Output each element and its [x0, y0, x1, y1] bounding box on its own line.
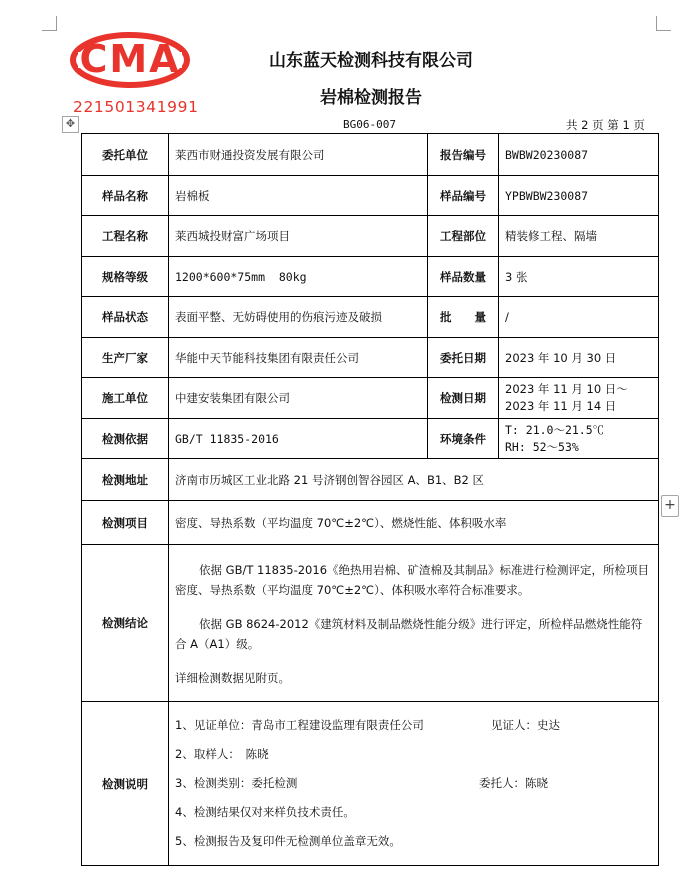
- page-info: 共 2 页 第 1 页: [566, 118, 645, 132]
- add-column-button[interactable]: +: [661, 495, 679, 517]
- conclusion-paragraph-1: 依据 GB/T 11835-2016《绝热用岩棉、矿渣棉及其制品》标准进行检测评定，所检项目密度、导热系数（平均温度 70℃±2℃）、体积吸水率符合标准要求。: [175, 563, 650, 597]
- batch-value: /: [499, 297, 659, 338]
- cell-label: 批 量: [428, 297, 499, 338]
- note-witness-person: 见证人：史达: [491, 718, 560, 732]
- cell-label: 委托日期: [428, 338, 499, 378]
- cell-label: 工程部位: [428, 216, 499, 257]
- report-table-body: [81, 133, 659, 866]
- commission-date-value: 2023 年 10 月 30 日: [499, 338, 659, 378]
- spec-grade-value: 1200*600*75mm 80kg: [169, 257, 428, 297]
- cell-label: 施工单位: [82, 378, 169, 419]
- table-row: [82, 338, 659, 378]
- table-row: [82, 419, 659, 459]
- cell-label: 样品数量: [428, 257, 499, 297]
- note-test-category: 3、检测类别：委托检测: [175, 776, 298, 790]
- note-line: [175, 740, 658, 769]
- note-sampler: 2、取样人： 陈晓: [175, 747, 269, 761]
- report-number-value: BWBW20230087: [499, 134, 659, 176]
- table-row: [82, 501, 659, 545]
- construction-unit-value: 中建安装集团有限公司: [169, 378, 428, 419]
- table-row: [82, 378, 659, 419]
- client-unit-value: 莱西市财通投资发展有限公司: [169, 134, 428, 176]
- page-corner-mark: [42, 16, 57, 31]
- manufacturer-value: 华能中天节能科技集团有限责任公司: [169, 338, 428, 378]
- note-seal-validity: 5、检测报告及复印件无检测单位盖章无效。: [175, 834, 401, 848]
- test-date-end: 2023 年 11 月 14 日: [505, 399, 617, 413]
- cell-label: 检测说明: [82, 702, 169, 866]
- conclusion-cell: [169, 545, 659, 702]
- note-client-person: 委托人：陈晓: [479, 776, 548, 790]
- certificate-number: 221501341991: [73, 98, 199, 116]
- cell-label: 检测项目: [82, 501, 169, 545]
- note-line: [175, 769, 658, 798]
- humidity-value: RH: 52～53%: [505, 439, 579, 454]
- report-title: 岩棉检测报告: [320, 88, 422, 108]
- cell-label: 环境条件: [428, 419, 499, 459]
- table-row: [82, 702, 659, 866]
- cell-label: 检测日期: [428, 378, 499, 419]
- cell-label: 样品名称: [82, 176, 169, 216]
- company-name: 山东蓝天检测科技有限公司: [269, 51, 473, 71]
- cma-logo: [68, 30, 192, 90]
- table-row: [82, 216, 659, 257]
- document-code: BG06-007: [343, 118, 396, 131]
- cma-logo-text: CMA: [79, 37, 181, 81]
- table-row: [82, 545, 659, 702]
- sample-number-value: YPBWBW230087: [499, 176, 659, 216]
- table-row: [82, 459, 659, 501]
- table-row: [82, 176, 659, 216]
- cell-label: 样品状态: [82, 297, 169, 338]
- test-address-value: 济南市历城区工业北路 21 号济钢创智谷园区 A、B1、B2 区: [169, 459, 659, 501]
- cell-label: 生产厂家: [82, 338, 169, 378]
- cell-label: 报告编号: [428, 134, 499, 176]
- temperature-value: T: 21.0～21.5℃: [505, 422, 605, 437]
- test-basis-value: GB/T 11835-2016: [169, 419, 428, 459]
- note-line: [175, 711, 658, 740]
- cell-label: 检测结论: [82, 545, 169, 702]
- table-row: [82, 297, 659, 338]
- sample-quantity-value: 3 张: [499, 257, 659, 297]
- project-part-value: 精装修工程、隔墙: [499, 216, 659, 257]
- cell-label: 检测依据: [82, 419, 169, 459]
- test-items-value: 密度、导热系数（平均温度 70℃±2℃）、燃烧性能、体积吸水率: [169, 501, 659, 545]
- test-date-value: [499, 378, 659, 419]
- cell-label: 委托单位: [82, 134, 169, 176]
- table-row: [82, 257, 659, 297]
- page-corner-mark: [656, 16, 671, 31]
- test-date-start: 2023 年 11 月 10 日～: [505, 382, 628, 396]
- sample-name-value: 岩棉板: [169, 176, 428, 216]
- note-line: [175, 798, 658, 827]
- environment-value: [499, 419, 659, 459]
- conclusion-paragraph-2: 依据 GB 8624-2012《建筑材料及制品燃烧性能分级》进行评定，所检样品燃烧性能符合 A（A1）级。: [175, 617, 643, 651]
- cell-label: 检测地址: [82, 459, 169, 501]
- note-witness-unit: 1、见证单位：青岛市工程建设监理有限责任公司: [175, 718, 424, 732]
- notes-cell: [169, 702, 659, 866]
- project-name-value: 莱西城投财富广场项目: [169, 216, 428, 257]
- note-line: [175, 827, 658, 856]
- cell-label: 样品编号: [428, 176, 499, 216]
- cell-label: 工程名称: [82, 216, 169, 257]
- note-responsibility: 4、检测结果仅对来样负技术责任。: [175, 805, 355, 819]
- table-row: [82, 134, 659, 176]
- sample-status-value: 表面平整、无妨碍使用的伤痕污迹及破损: [169, 297, 428, 338]
- cell-label: 规格等级: [82, 257, 169, 297]
- conclusion-paragraph-3: 详细检测数据见附页。: [175, 671, 290, 685]
- table-move-handle-icon[interactable]: ✥: [62, 116, 79, 133]
